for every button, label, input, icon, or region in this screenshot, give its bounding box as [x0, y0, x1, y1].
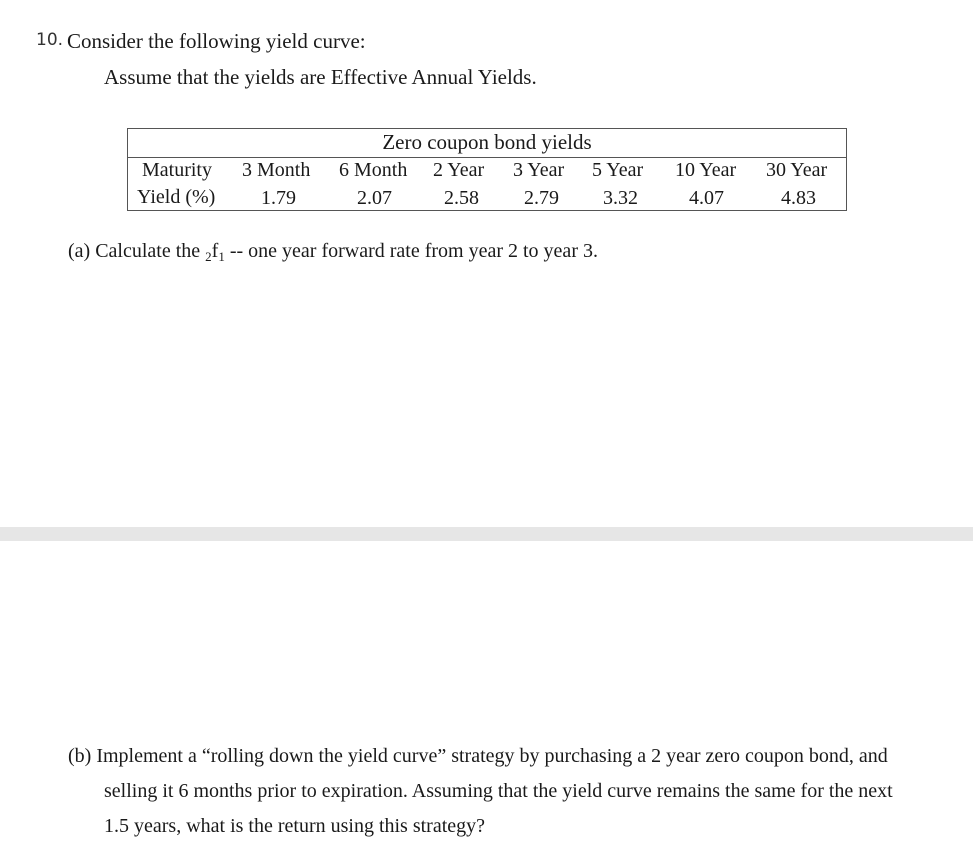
question-number: 10.: [36, 30, 64, 50]
forward-rate-length-subscript: 1: [218, 249, 225, 264]
maturity-cell: 5 Year: [592, 159, 644, 181]
yield-cell: 2.07: [357, 187, 392, 209]
page-divider: [0, 527, 973, 541]
row-label-maturity: Maturity: [142, 159, 212, 181]
yield-cell: 2.79: [524, 187, 559, 209]
yield-cell: 1.79: [261, 187, 296, 209]
maturity-cell: 3 Year: [513, 159, 565, 181]
yield-cell: 2.58: [444, 187, 479, 209]
yield-cell: 4.07: [689, 187, 724, 209]
part-a-prefix: (a) Calculate the: [68, 240, 206, 262]
maturity-cell: 2 Year: [433, 159, 485, 181]
maturity-cell: 3 Month: [242, 159, 311, 181]
row-label-yield: Yield (%): [137, 186, 216, 208]
yield-table: [127, 128, 847, 211]
yield-cell: 3.32: [603, 187, 638, 209]
part-b-line: (b) Implement a “rolling down the yield curve” strategy by purchasing a 2 year zero coupon bond, and: [68, 745, 888, 767]
part-a-question: [68, 240, 598, 265]
question-stem: Consider the following yield curve:: [67, 29, 366, 53]
forward-rate-start-subscript: 2: [205, 249, 212, 264]
maturity-cell: 6 Month: [339, 159, 408, 181]
part-b-line: 1.5 years, what is the return using this strategy?: [104, 815, 486, 837]
part-b-line: selling it 6 months prior to expiration. Assuming that the yield curve remains the same for the next: [104, 780, 893, 802]
yield-cell: 4.83: [781, 187, 816, 209]
forward-rate-symbol: f: [211, 240, 219, 262]
table-header-rule: [128, 157, 846, 158]
table-caption: Zero coupon bond yields: [382, 130, 592, 154]
part-a-suffix: -- one year forward rate from year 2 to year 3.: [224, 240, 598, 262]
maturity-cell: 30 Year: [766, 159, 828, 181]
maturity-cell: 10 Year: [675, 159, 737, 181]
question-assumption: Assume that the yields are Effective Annual Yields.: [104, 65, 537, 89]
